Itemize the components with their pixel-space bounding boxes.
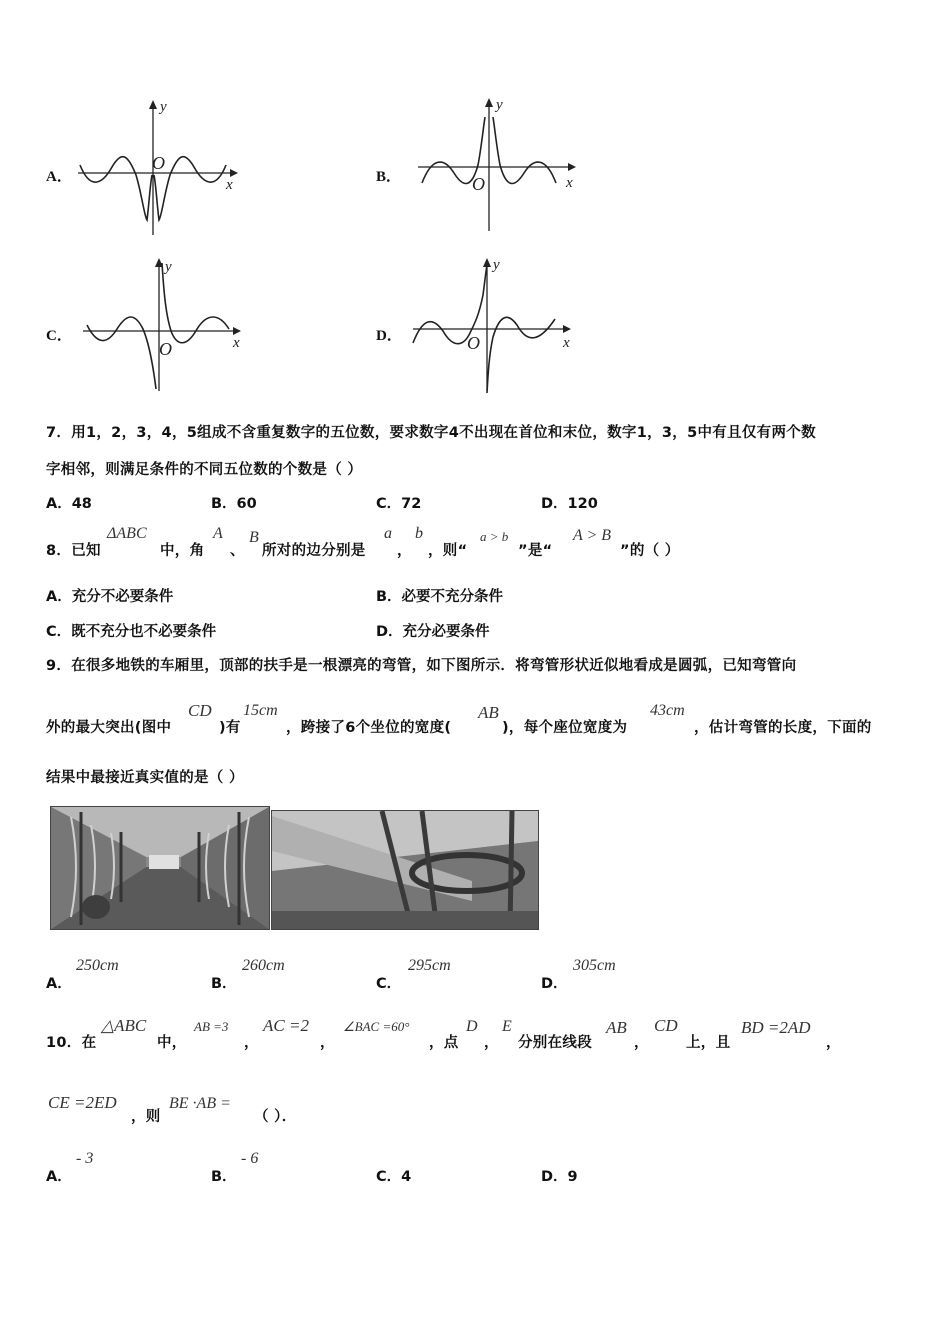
q8-math-triangle: ΔABC [107,525,147,542]
graph-option-b [410,95,590,235]
q10-math-be-ab: BE ·AB = [169,1095,231,1112]
q9-math-CD: CD [188,701,212,720]
q9-text: ，跨接了6个坐位的宽度( [286,720,452,736]
q8-text: ， [397,543,412,559]
q7-option-b[interactable]: B．60 [211,496,257,512]
q10-math-ac2: AC =2 [263,1016,309,1035]
q9-option-d-label[interactable]: D． [541,976,568,992]
q9-text-line1: 9．在很多地铁的车厢里，顶部的扶手是一根漂亮的弯管，如下图所示．将弯管形状近似地看成是圆弧，已知弯管向 [46,658,797,674]
option-a-label: A． [46,169,72,185]
q10-text: ， [484,1035,499,1051]
axis-label-y: y [496,97,503,113]
q10-option-c[interactable]: C．4 [376,1169,412,1185]
q8-text: ”是“ [518,543,553,559]
q9-math-43cm: 43cm [650,702,685,719]
q10-math-angle: ∠BAC =60° [343,1019,410,1034]
q10-text: ， [826,1035,841,1051]
subway-photo-right [271,810,539,930]
x-arrow-icon [563,325,571,333]
q10-text: 10．在 [46,1035,97,1051]
option-b-label: B． [376,169,402,185]
origin-label: O [472,174,485,194]
q10-text: 分别在线段 [518,1035,592,1051]
q8-option-b[interactable]: B．必要不充分条件 [376,589,504,605]
handrail-closeup-image [272,811,538,929]
q9-text: 外的最大突出(图中 [46,720,172,736]
q10-text: 上，且 [686,1035,731,1051]
q10-math-triangle: △ABC [101,1016,147,1035]
q9-math-AB: AB [478,703,499,722]
origin-label: O [152,153,165,173]
q10-math-bd: BD =2AD [741,1018,811,1037]
x-arrow-icon [230,169,238,177]
q9-option-b-value[interactable]: 260cm [242,957,285,974]
axis-label-x: x [563,335,570,351]
q8-math-a: a [384,525,392,542]
origin-label: O [467,333,480,353]
q8-math-B: B [249,529,259,546]
axis-label-x: x [226,177,233,193]
q10-text: ，点 [429,1035,459,1051]
q10-text: （ ）． [254,1109,297,1125]
subway-corridor-image [51,807,269,929]
q10-text: ， [634,1035,649,1051]
q7-option-d[interactable]: D．120 [541,496,598,512]
graph-option-c [75,255,255,395]
q10-text: ，则 [131,1109,161,1125]
q7-option-a[interactable]: A．48 [46,496,92,512]
q9-option-c-label[interactable]: C． [376,976,402,992]
y-arrow-icon [485,98,493,107]
q8-option-d[interactable]: D．充分必要条件 [376,624,490,640]
q10-option-d[interactable]: D．9 [541,1169,578,1185]
q8-math-b: b [415,525,423,542]
q10-text: ， [244,1035,259,1051]
q10-math-ce: CE =2ED [48,1093,117,1112]
axis-label-y: y [493,257,500,273]
q7-text-line1: 7．用1，2，3，4，5组成不含重复数字的五位数，要求数字4不出现在首位和末位，数字1，3，5中有且仅有两个数 [46,425,816,441]
q9-text: )有 [219,720,241,736]
graph-option-d [405,255,585,395]
q8-text: ，则“ [428,543,468,559]
q9-option-c-value[interactable]: 295cm [408,957,451,974]
option-c-label: C． [46,328,72,344]
q10-option-a-value[interactable]: - 3 [76,1150,94,1167]
q8-option-a[interactable]: A．充分不必要条件 [46,589,174,605]
q8-text: 中，角 [160,543,205,559]
axis-label-y: y [165,259,172,275]
q10-math-CD: CD [654,1016,678,1035]
q9-text: )，每个座位宽度为 [502,720,628,736]
q9-text: ，估计弯管的长度，下面的 [694,720,872,736]
subway-photo-left [50,806,270,930]
q8-text: 8．已知 [46,543,101,559]
q10-text: 中， [157,1035,187,1051]
y-arrow-icon [149,100,157,109]
curve [87,263,229,389]
x-arrow-icon [233,327,241,335]
q7-text-line2: 字相邻，则满足条件的不同五位数的个数是（ ） [46,462,363,478]
q10-text: ， [320,1035,335,1051]
q8-text: 、 [230,543,245,559]
q9-option-a-label[interactable]: A． [46,976,72,992]
q10-math-E: E [502,1018,512,1035]
axis-label-x: x [566,175,573,191]
q10-math-D: D [466,1018,478,1035]
q7-option-c[interactable]: C．72 [376,496,422,512]
q9-option-d-value[interactable]: 305cm [573,957,616,974]
option-d-label: D． [376,328,402,344]
q8-option-c[interactable]: C．既不充分也不必要条件 [46,624,217,640]
q8-text: 所对的边分别是 [262,543,366,559]
q10-math-ab3: AB =3 [194,1019,229,1034]
q8-text: ”的（ ） [620,543,680,559]
q9-option-a-value[interactable]: 250cm [76,957,119,974]
q9-math-15cm: 15cm [243,702,278,719]
graph-option-a [70,95,250,235]
q10-option-a-label[interactable]: A． [46,1169,72,1185]
q10-option-b-value[interactable]: - 6 [241,1150,259,1167]
q9-text-line3: 结果中最接近真实值的是（ ） [46,770,244,786]
q8-math-A: A [213,525,223,542]
q9-option-b-label[interactable]: B． [211,976,237,992]
q10-math-AB: AB [606,1018,627,1037]
axis-label-y: y [160,99,167,115]
q8-math-a-gt-b: a > b [480,529,509,544]
axis-label-x: x [233,335,240,351]
q10-option-b-label[interactable]: B． [211,1169,237,1185]
q8-math-A-gt-B: A > B [573,527,612,544]
x-arrow-icon [568,163,576,171]
origin-label: O [159,339,172,359]
